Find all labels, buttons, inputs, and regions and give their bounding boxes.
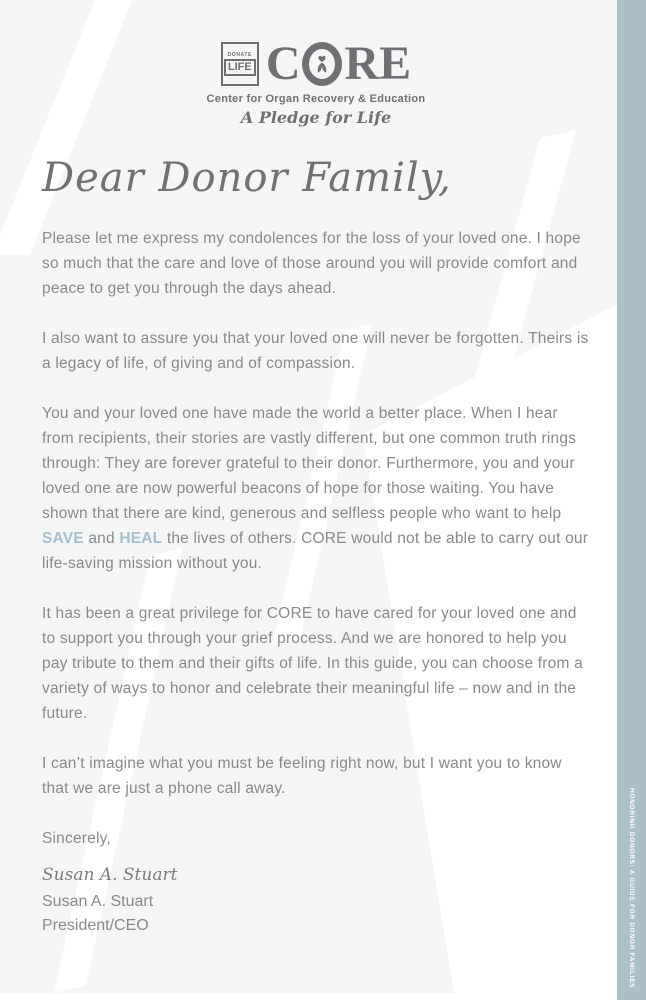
- paragraph-5: I can’t imagine what you must be feeling right now, but I want you to know that we are just a phone call away.: [42, 755, 562, 797]
- side-banner-label: HONORING DONORS: A GUIDE FOR DONOR FAMILIES: [628, 787, 635, 988]
- greeting: Dear Donor Family,: [42, 155, 452, 201]
- donate-life-badge: [221, 42, 259, 86]
- signer-title: President/CEO: [42, 917, 149, 934]
- donate-life-badge-top: DONATE: [227, 52, 252, 59]
- paragraph-3-before: You and your loved one have made the world a better place. When I hear from recipients, their stories are vastly different, but one common truth rings through: They are forever grateful to their donor. Furthermore, you and your loved one are now powerful beacons of hope for those waiting. You have shown that there are kind, generous and selfless people who want to help: [42, 405, 577, 522]
- paragraph-4: It has been a great privilege for CORE to have cared for your loved one and to support you through your grief process. And we are honored to help you pay tribute to them and their gifts of life. In this guide, you can choose from a variety of ways to honor and celebrate their meaningful life – now and in the future.: [42, 605, 583, 722]
- letter-content: [42, 0, 590, 938]
- paragraph-3-after: the lives of others. CORE would not be able to carry out our life-saving mission without you.: [42, 530, 589, 572]
- core-o-person-heart-icon: [302, 42, 342, 86]
- save-highlight: SAVE: [42, 530, 84, 547]
- org-tagline: A Pledge for Life: [240, 108, 392, 127]
- paragraph-1: Please let me express my condolences for the loss of your loved one. I hope so much that the care and love of those around you will provide comfort and peace to get you through the days ahead.: [42, 230, 581, 297]
- logo-row: [221, 37, 412, 90]
- org-name: Center for Organ Recovery & Education: [206, 93, 426, 105]
- signature-handwriting: Susan A. Stuart: [42, 865, 178, 885]
- heal-highlight: HEAL: [119, 530, 163, 547]
- paragraph-3: [42, 401, 590, 576]
- core-wordmark-re: RE: [344, 37, 412, 90]
- closing: Sincerely,: [42, 830, 111, 847]
- side-banner: [617, 0, 646, 1000]
- paragraph-3-mid: and: [83, 530, 120, 547]
- paragraph-2: I also want to assure you that your loved one will never be forgotten. Theirs is a legacy of life, of giving and of compassion.: [42, 330, 589, 372]
- core-logo: [42, 37, 590, 127]
- core-wordmark: [265, 37, 412, 90]
- signer-name: Susan A. Stuart: [42, 893, 154, 910]
- core-wordmark-c: C: [265, 37, 301, 90]
- donate-life-badge-bottom: LIFE: [224, 59, 256, 76]
